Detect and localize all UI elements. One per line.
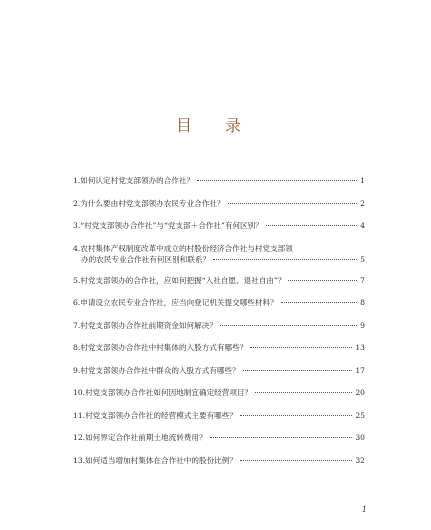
toc-item-page: 25 (355, 410, 365, 420)
toc-item-text: 村党支部领办的合作社，应如何把握“入社自愿、退社自由”？ (80, 275, 286, 285)
dot-leader (250, 346, 352, 348)
toc-item-text: “村党支部领办合作社”与“党支部＋合作社”有何区别？ (80, 221, 263, 230)
toc-item-number: 3. (73, 221, 81, 230)
toc-item-text: 村党支部领办合作社前期资金如何解决？ (80, 320, 217, 330)
toc-item-number: 9. (73, 365, 81, 375)
toc-item-page: 2 (360, 198, 365, 208)
dot-leader (266, 224, 357, 226)
toc-item-6[interactable] (73, 297, 365, 308)
toc-item-number: 1. (73, 176, 81, 185)
toc-item-number: 11. (73, 410, 86, 420)
dot-leader (197, 179, 357, 181)
toc-item-text: 村党支部领办合作社中村集体的入股方式有哪些？ (80, 343, 248, 352)
toc-item-text: 如何适当增加村集体在合作社中的股份比例？ (85, 455, 237, 465)
toc-item-number: 7. (73, 320, 81, 330)
toc-item-page: 20 (355, 388, 365, 397)
toc-item-number: 6. (73, 298, 81, 307)
toc-item-page: 1 (360, 176, 365, 185)
toc-item-3[interactable] (73, 220, 365, 231)
toc-item-number: 4. (73, 243, 81, 253)
toc-item-page: 8 (360, 298, 365, 307)
toc-item-page: 13 (355, 343, 365, 352)
dot-leader (240, 414, 352, 416)
dot-leader (213, 258, 357, 260)
toc-item-page: 9 (360, 320, 365, 330)
toc-item-page: 17 (355, 365, 365, 375)
toc-item-4[interactable] (73, 243, 365, 265)
dot-leader (210, 436, 353, 438)
toc-title: 目 录 (175, 115, 256, 135)
dot-leader (228, 202, 358, 204)
toc-item-number: 12. (73, 433, 86, 442)
dot-leader (240, 459, 352, 461)
dot-leader (220, 324, 357, 326)
toc-item-text: 村党支部领办合作社如何因地制宜确定经营项目？ (85, 388, 253, 397)
toc-item-number: 8. (73, 343, 81, 352)
toc-item-text: 如何界定合作社前期土地流转费用？ (85, 433, 207, 442)
toc-list (73, 175, 365, 477)
toc-item-1[interactable] (73, 175, 365, 186)
dot-leader (281, 301, 357, 303)
toc-item-number: 2. (73, 198, 81, 208)
toc-item-10[interactable] (73, 387, 365, 398)
toc-item-page: 32 (355, 455, 365, 465)
toc-item-9[interactable] (73, 365, 365, 376)
toc-item-text: 申请设立农民专业合作社，应当向登记机关提交哪些材料？ (80, 298, 278, 307)
toc-item-number: 13. (73, 455, 86, 465)
dot-leader (288, 279, 357, 281)
toc-item-text: 农村集体产权制度改革中成立的村股份经济合作社与村党支部领 (80, 243, 293, 253)
dot-leader (243, 369, 353, 371)
toc-item-page: 7 (360, 275, 365, 285)
toc-item-2[interactable] (73, 198, 365, 209)
toc-item-text: 村党支部领办合作社中群众的入股方式有哪些？ (80, 365, 240, 375)
toc-item-text: 如何认定村党支部领办的合作社？ (80, 176, 195, 185)
toc-item-text: 村党支部领办合作社的经营模式主要有哪些？ (85, 410, 237, 420)
toc-item-page: 4 (360, 221, 365, 230)
toc-item-page: 5 (360, 254, 365, 264)
page-number: 1 (361, 505, 367, 514)
toc-item-13[interactable] (73, 455, 365, 466)
toc-item-7[interactable] (73, 320, 365, 331)
toc-item-number: 5. (73, 275, 81, 285)
toc-item-page: 30 (355, 433, 365, 442)
toc-item-5[interactable] (73, 275, 365, 286)
toc-item-12[interactable] (73, 432, 365, 443)
toc-item-number: 10. (73, 388, 86, 397)
toc-item-text: 为什么要由村党支部领办农民专业合作社？ (80, 198, 225, 208)
toc-item-11[interactable] (73, 410, 365, 421)
toc-item-text-continued: 办的农民专业合作社有何区别和联系？ (81, 254, 211, 264)
toc-item-8[interactable] (73, 342, 365, 353)
dot-leader (255, 391, 352, 393)
